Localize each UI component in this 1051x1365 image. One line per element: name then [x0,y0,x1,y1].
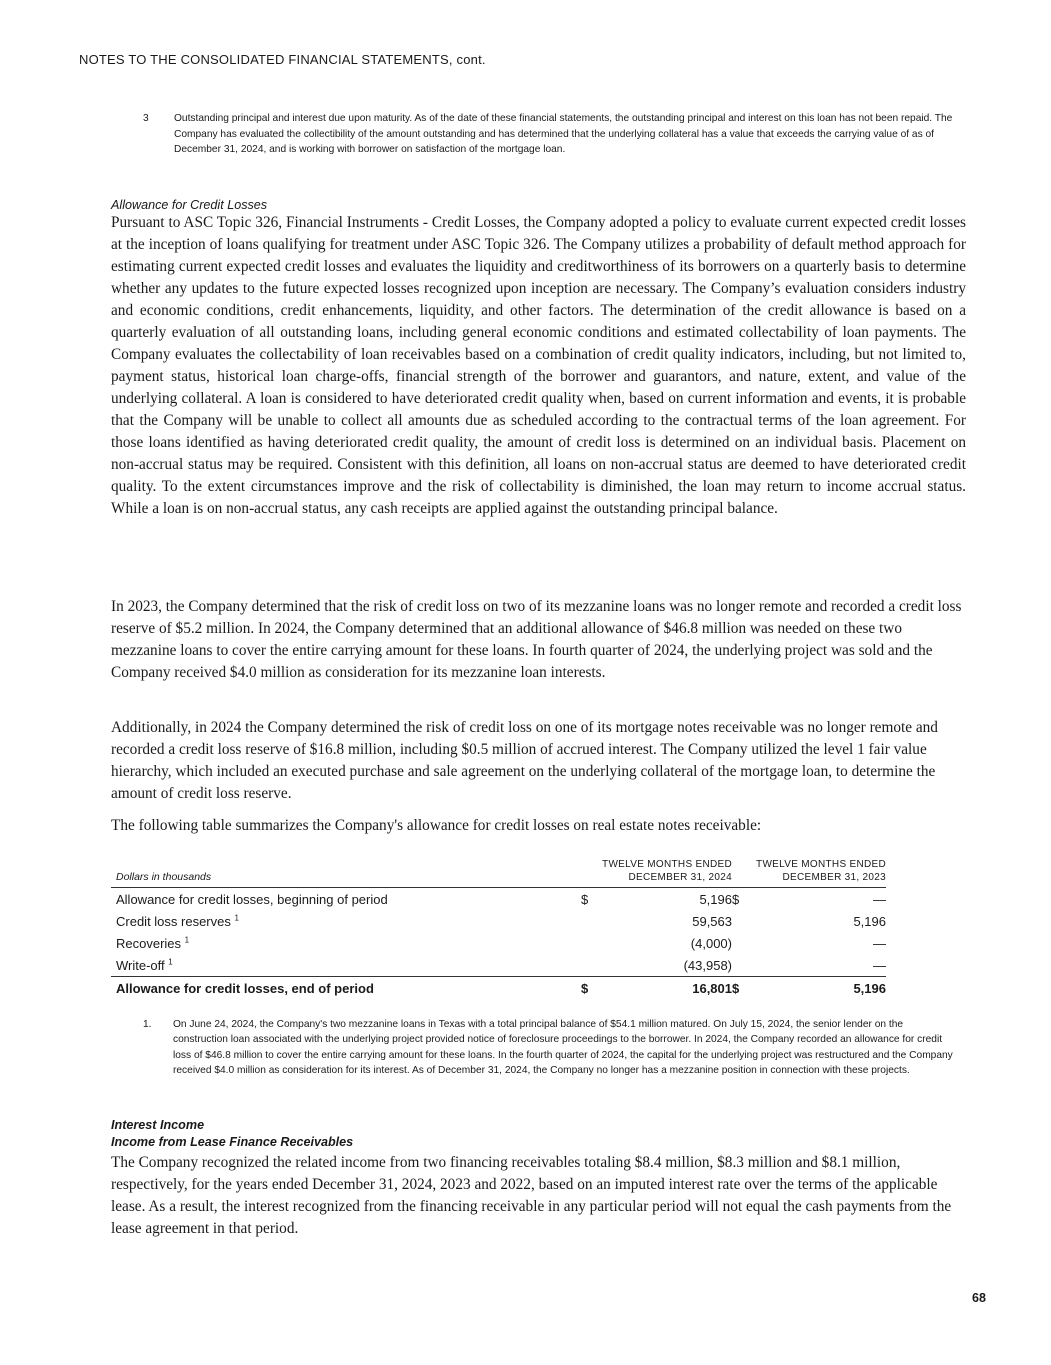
value-2024: (4,000) [690,935,732,951]
table-row [111,932,886,954]
row-label [111,910,581,932]
value-2024: 59,563 [692,913,732,929]
footnote-3 [143,111,963,158]
total-value-2023: 5,196 [750,977,886,1001]
allowance-paragraph-2: In 2023, the Company determined that the risk of credit loss on two of its mezzanine loans was no longer remote and recorded a credit loss reserve of $5.2 million. In 2024, the Company determined that an additional allowance of $46.8 million was needed on these two mezzanine loans to cover the entire carrying amount for these loans. In fourth quarter of 2024, the underlying project was sold and the Company received $4.0 million as consideration for its mezzanine loan interests. [111,598,962,681]
table-row [111,910,886,932]
allowance-table [111,858,886,1000]
footnote-1 [143,1017,953,1079]
total-label: Allowance for credit losses, end of period [111,977,581,1001]
footnote-3-text: Outstanding principal and interest due upon maturity. As of the date of these financial statements, the outstanding principal and interest on this loan has not been repaid. The Company has evaluated the collectibility of the amount outstanding and has determined that the underlying collateral has a value that exceeds the carrying value of as of December 31, 2024, and is working with borrower on satisfaction of the mortgage loan. [174,113,953,155]
currency-symbol [581,954,599,977]
row-label [111,932,581,954]
lease-finance-subheading: Income from Lease Finance Receivables [111,1135,354,1149]
col-2023-header [732,858,886,888]
table-total-row [111,977,886,1001]
total-value-2024: 16,801 [599,977,732,1001]
col-2024-header-line1: TWELVE MONTHS ENDED [602,859,732,870]
row-label-text: Recoveries [116,935,182,951]
allowance-paragraph-3: Additionally, in 2024 the Company determined the risk of credit loss on one of its mortgage notes receivable was no longer remote and recorded a credit loss reserve of $16.8 million, including $0.5 million of accrued interest. The Company utilized the level 1 fair value hierarchy, which included an executed purchase and sale agreement on the underlying collateral of the mortgage loan, to determine the amount of credit loss reserve. [111,719,938,802]
currency-symbol: $ [732,977,750,1001]
lease-finance-paragraph: The Company recognized the related income from two financing receivables totaling $8.4 million, $8.3 million and $8.1 million, respectively, for the years ended December 31, 2024, 2023 and 2022, based on an imputed interest rate over the terms of the applicable lease. As a result, the interest recognized from the financing receivable in any particular period will not equal the cash payments from the lease agreement in that period. [111,1154,952,1237]
currency-symbol [581,910,599,932]
row-label-text: Credit loss reserves [116,913,231,929]
footnote-3-number: 3 [143,113,149,124]
value-2024: 5,196 [699,891,732,907]
row-label [111,888,581,911]
page-header: NOTES TO THE CONSOLIDATED FINANCIAL STATEMENTS, cont. [79,52,486,67]
value-2023: 5,196 [853,913,886,929]
table-units-label: Dollars in thousands [111,858,581,888]
table-row [111,888,886,911]
currency-symbol [732,910,750,932]
footnote-ref: 1 [168,957,173,967]
row-label [111,954,581,977]
table-header-row [111,858,886,888]
row-label-text: Write-off [116,957,165,973]
value-2023: — [873,957,886,973]
col-2023-header-line2: DECEMBER 31, 2023 [782,872,886,883]
footnote-ref: 1 [184,935,190,945]
col-2024-header [581,858,732,888]
interest-income-heading: Interest Income [111,1118,205,1132]
currency-symbol: $ [581,891,589,907]
footnote-ref: 1 [234,913,239,923]
allowance-heading: Allowance for Credit Losses [111,198,268,212]
footnote-1-text: On June 24, 2024, the Company's two mezzanine loans in Texas with a total principal balance of $54.1 million matured. On July 15, 2024, the senior lender on the construction loan associated with the underlying project provided notice of foreclosure proceedings to the borrower. In 2024, the Company recorded an allowance for credit loss of $46.8 million to cover the entire carrying amount for these loans. In the fourth quarter of 2024, the capital for the underlying project was restructured and the Company received $4.0 million as consideration for its interest. As of December 31, 2024, the Company no longer has a mezzanine position in connection with these projects. [173,1019,953,1077]
col-2023-header-line1: TWELVE MONTHS ENDED [756,859,886,870]
page-number: 68 [972,1291,986,1305]
currency-symbol [732,932,750,954]
value-2024: (43,958) [683,957,732,973]
table-row [111,954,886,977]
col-2024-header-line2: DECEMBER 31, 2024 [628,872,732,883]
allowance-paragraph-4: The following table summarizes the Company's allowance for credit losses on real estate notes receivable: [111,817,762,834]
value-2023: — [873,891,886,907]
row-label-text: Allowance for credit losses, beginning of period [116,891,388,907]
currency-symbol [732,954,750,977]
currency-symbol: $ [581,977,599,1001]
value-2023: — [873,935,886,951]
allowance-paragraph-1: Pursuant to ASC Topic 326, Financial Instruments - Credit Losses, the Company adopted a policy to evaluate current expected credit losses at the inception of loans qualifying for treatment under ASC Topic 326. The Company utilizes a probability of default method approach for estimating current expected credit losses and evaluates the liquidity and creditworthiness of its borrowers on a quarterly basis to determine whether any updates to the future expected losses recognized upon inception are necessary. The Company’s evaluation considers industry and economic conditions, credit enhancements, liquidity, and other factors. The determination of the credit allowance is based on a quarterly evaluation of all outstanding loans, including general economic conditions and estimated collectability of loan payments. The Company evaluates the collectability of loan receivables based on a combination of credit quality indicators, including, but not limited to, payment status, historical loan charge-offs, financial strength of the borrower and guarantors, and nature, extent, and value of the underlying collateral. A loan is considered to have deteriorated credit quality when, based on current information and events, it is probable that the Company will be unable to collect all amounts due as scheduled according to the contractual terms of the loan agreement. For those loans identified as having deteriorated credit quality, the amount of credit loss is determined on an individual basis. Placement on non-accrual status may be required. Consistent with this definition, all loans on non-accrual status are deemed to have deteriorated credit quality. To the extent circumstances improve and the risk of collectability is diminished, the loan may return to income accrual status. While a loan is on non-accrual status, any cash receipts are applied against the outstanding principal balance. [111,214,966,517]
currency-symbol [581,932,599,954]
footnote-1-number: 1. [143,1019,152,1030]
currency-symbol: $ [732,891,740,907]
